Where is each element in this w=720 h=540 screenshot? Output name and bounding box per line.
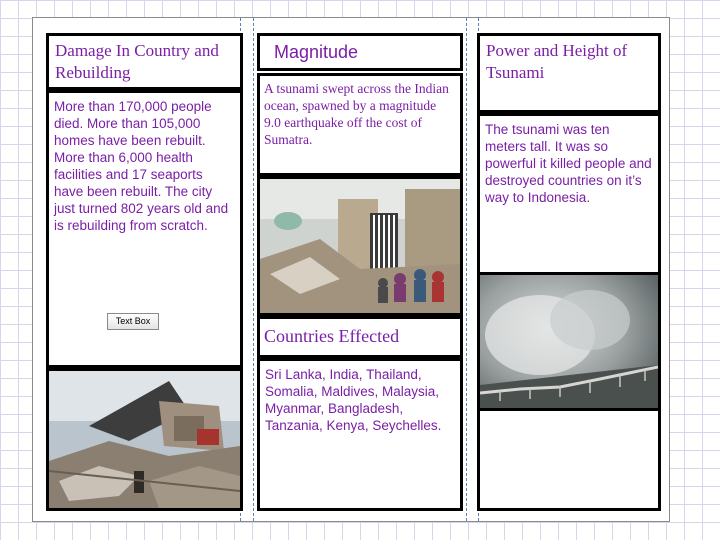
countries-title: Countries Effected	[264, 326, 400, 346]
left-body-text: More than 170,000 people died. More than 105,000 homes have been rebuilt. More than 6,000 health facilities and 17 seaports have been rebuilt. The city just turned 802 years old and is rebuilding from scratch.	[54, 99, 229, 233]
right-title: Power and Height of Tsunami	[486, 41, 628, 82]
countries-list: Sri Lanka, India, Thailand, Somalia, Maldives, Malaysia, Myanmar, Bangladesh, Tanzania, Kenya, Seychelles.	[265, 367, 442, 433]
left-body-box	[46, 90, 243, 368]
middle-body-box	[257, 73, 463, 176]
left-title: Damage In Country and Rebuilding	[55, 41, 219, 82]
tsunami-photo	[480, 275, 658, 409]
middle-photo-box	[257, 176, 463, 316]
fold-line	[466, 18, 467, 521]
left-title-box	[46, 33, 243, 90]
left-photo-box	[46, 368, 243, 511]
right-body-text: The tsunami was ten meters tall. It was so powerful it killed people and destroyed countries on it’s way to Indonesia.	[485, 122, 652, 205]
earthquake-photo	[260, 179, 460, 313]
text-box-placeholder[interactable]: Text Box	[107, 313, 159, 330]
countries-box	[257, 358, 463, 511]
fold-line	[253, 18, 254, 521]
middle-body-text: A tsunami swept across the Indian ocean, spawned by a magnitude 9.0 earthquake off the cost of Sumatra.	[264, 81, 449, 147]
right-empty-box	[477, 408, 661, 511]
middle-title: Magnitude	[274, 42, 359, 62]
right-body-box	[477, 113, 661, 275]
countries-title-box	[257, 316, 463, 358]
damage-photo	[49, 371, 240, 508]
brochure-page	[32, 17, 670, 522]
right-title-box	[477, 33, 661, 113]
right-photo-box	[477, 272, 661, 412]
middle-title-box	[257, 33, 463, 71]
